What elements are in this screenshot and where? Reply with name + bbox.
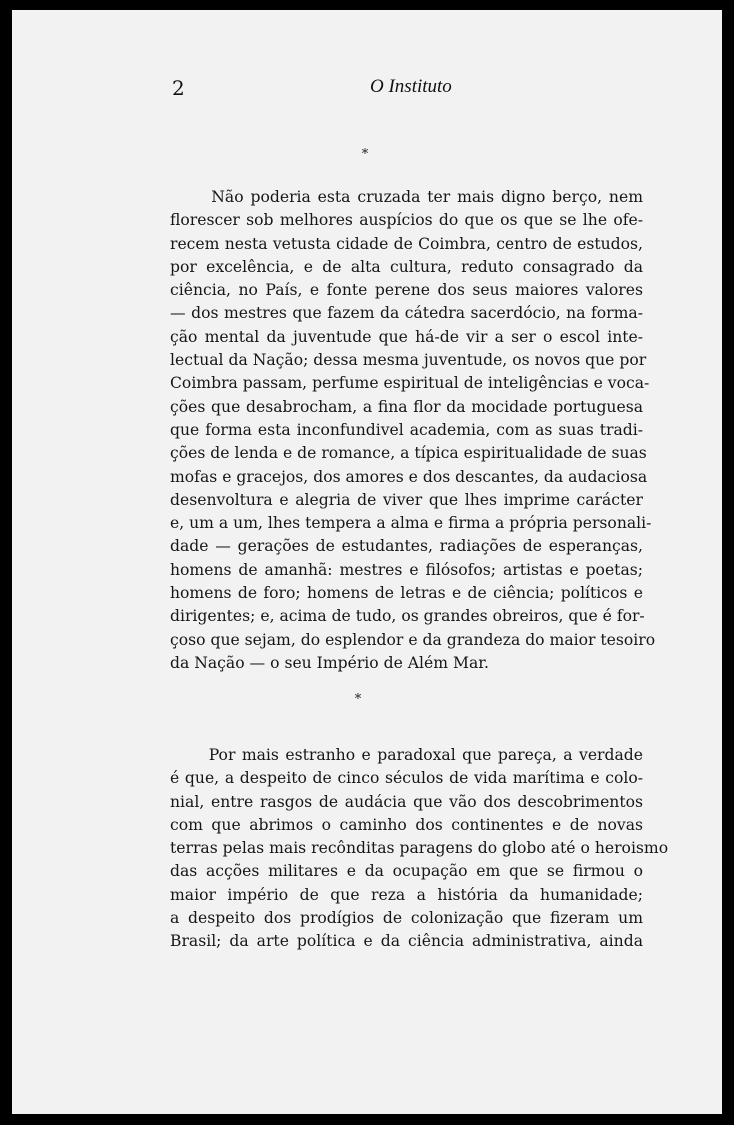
text-line: desenvoltura e alegria de viver que lhes imprime carácter: [170, 490, 643, 509]
section-separator: *: [361, 147, 369, 162]
book-page: [12, 10, 722, 1114]
text-line: e, um a um, lhes tempera a alma e firma a própria personali-: [170, 514, 652, 533]
paragraph-2: [170, 744, 669, 954]
text-line: mofas e gracejos, dos amores e dos descantes, da audaciosa: [170, 467, 648, 486]
text-line: Brasil; da arte política e da ciência administrativa, ainda: [170, 932, 643, 951]
text-line: lectual da Nação; dessa mesma juventude, os novos que por: [170, 351, 647, 370]
text-line: Por mais estranho e paradoxal que pareça, a verdade: [170, 746, 643, 764]
text-line: com que abrimos o caminho dos continentes e de novas: [170, 815, 643, 834]
text-line: nial, entre rasgos de audácia que vão dos descobrimentos: [170, 792, 643, 811]
running-title: O Instituto: [370, 76, 452, 97]
text-line: maior império de que reza a história da humanidade;: [170, 885, 643, 904]
text-line: que forma esta inconfundivel academia, com as suas tradi-: [170, 420, 643, 439]
text-line: por excelência, e de alta cultura, reduto consagrado da: [170, 257, 643, 276]
page-number: 2: [172, 76, 185, 100]
text-line: çoso que sejam, do esplendor e da grandeza do maior tesoiro: [170, 630, 656, 649]
text-line: — dos mestres que fazem da cátedra sacerdócio, na forma-: [170, 304, 643, 323]
text-line: a despeito dos prodígios de colonização que fizeram um: [170, 909, 643, 928]
text-line: dade — gerações de estudantes, radiações de esperanças,: [170, 537, 643, 556]
text-line: ções que desabrocham, a fina flor da mocidade portuguesa: [170, 397, 643, 416]
text-line: ções de lenda e de romance, a típica espiritualidade de suas: [170, 444, 647, 463]
text-line: dirigentes; e, acima de tudo, os grandes obreiros, que é for-: [170, 607, 645, 626]
text-line: Coimbra passam, perfume espiritual de inteligências e voca-: [170, 374, 650, 393]
paragraph-1: [170, 186, 656, 675]
section-separator: *: [354, 692, 362, 707]
text-line: ção mental da juventude que há-de vir a ser o escol inte-: [170, 327, 643, 346]
text-line: homens de amanhã: mestres e filósofos; artistas e poetas;: [170, 560, 643, 579]
text-line: é que, a despeito de cinco séculos de vida marítima e colo-: [170, 769, 643, 788]
text-line: homens de foro; homens de letras e de ciência; políticos e: [170, 584, 643, 603]
text-line: das acções militares e da ocupação em que se firmou o: [170, 862, 643, 881]
text-line: Não poderia esta cruzada ter mais digno berço, nem: [170, 188, 643, 206]
text-line: terras pelas mais recônditas paragens do globo até o heroismo: [170, 839, 669, 858]
text-line: recem nesta vetusta cidade de Coimbra, centro de estudos,: [170, 234, 643, 253]
text-line: ciência, no País, e fonte perene dos seus maiores valores: [170, 281, 643, 300]
text-line: florescer sob melhores auspícios do que os que se lhe ofe-: [170, 211, 643, 230]
text-line: da Nação — o seu Império de Além Mar.: [170, 653, 489, 672]
